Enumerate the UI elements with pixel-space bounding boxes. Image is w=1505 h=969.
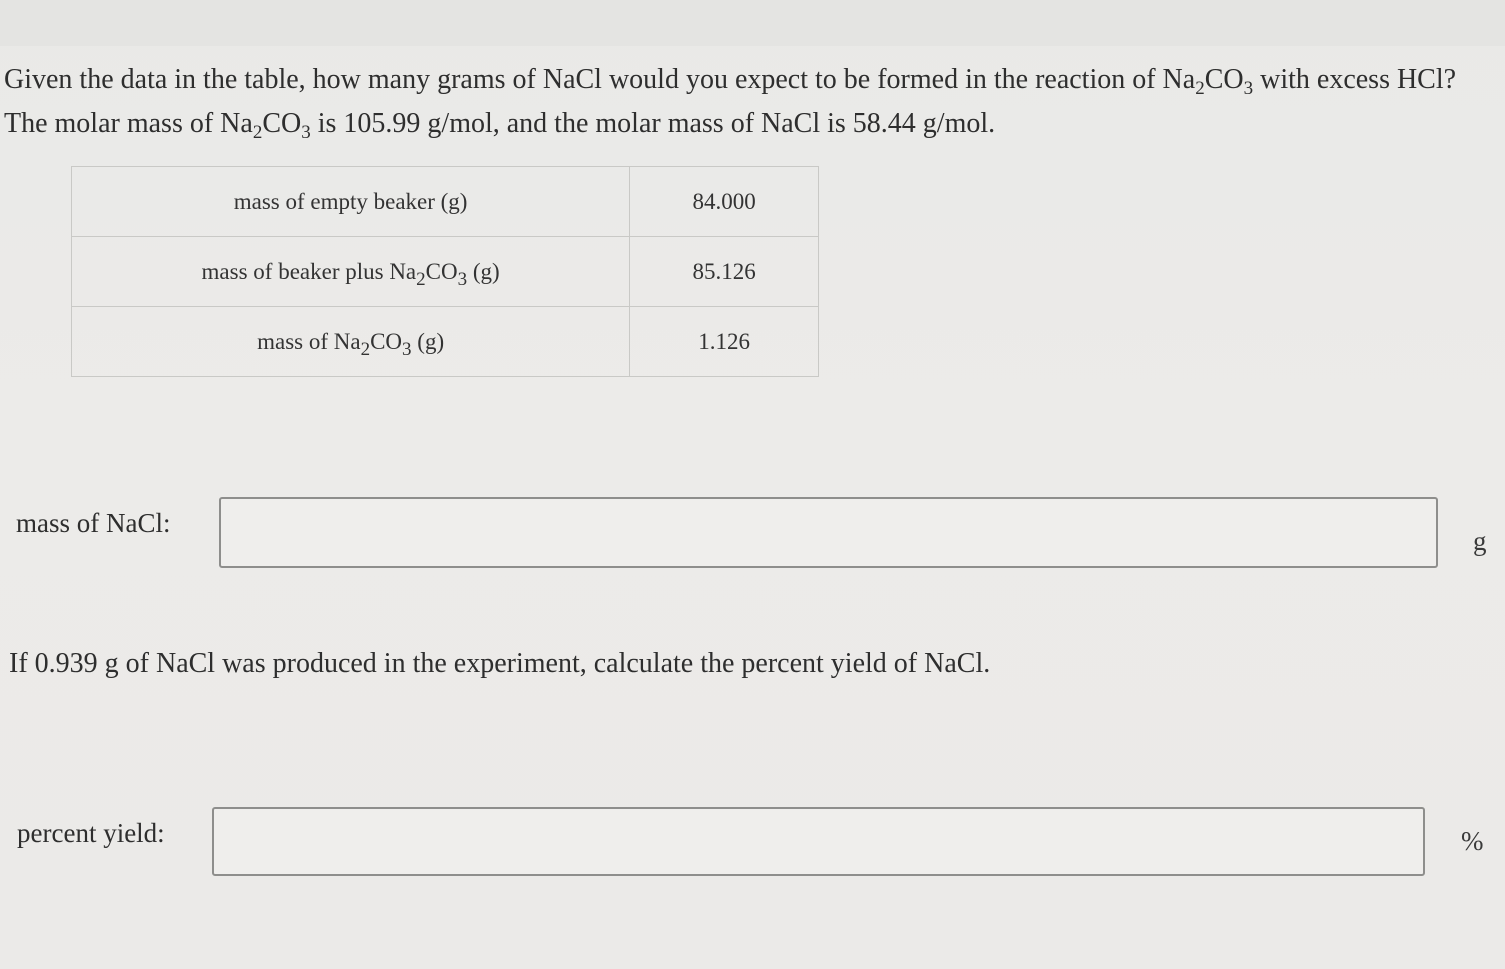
percent-unit-label: % [1461, 826, 1484, 856]
table-cell-value: 1.126 [630, 307, 819, 377]
table-cell-label: mass of $Na_2CO_3$ (g) [72, 307, 630, 377]
percent-yield-label: percent yield: [17, 818, 165, 848]
table-row [72, 167, 819, 237]
table-cell-label: mass of beaker plus $Na_2CO_3$ (g) [72, 237, 630, 307]
top-bar [0, 0, 1505, 46]
question-text: Given the data in the table, how many grams of NaCl would you expect to be formed in the reaction of $Na_2CO_3$ with excess HCl? The molar mass of $Na_2CO_3$ is 105.99 g/mol, and the molar mass of NaCl is 58.44 g/mol. [4, 64, 1463, 143]
table-cell-label: mass of empty beaker (g) [72, 167, 630, 237]
table-cell-value: 85.126 [630, 237, 819, 307]
table-row [72, 237, 819, 307]
table-row [72, 307, 819, 377]
mass-nacl-label: mass of NaCl: [16, 508, 171, 538]
table-cell-value: 84.000 [630, 167, 819, 237]
percent-yield-prompt: If 0.939 g of NaCl was produced in the experiment, calculate the percent yield of NaCl. [9, 648, 991, 679]
mass-unit-label: g [1473, 526, 1487, 556]
percent-yield-input[interactable] [212, 807, 1425, 876]
mass-nacl-input[interactable] [219, 497, 1438, 568]
data-table [71, 166, 819, 377]
